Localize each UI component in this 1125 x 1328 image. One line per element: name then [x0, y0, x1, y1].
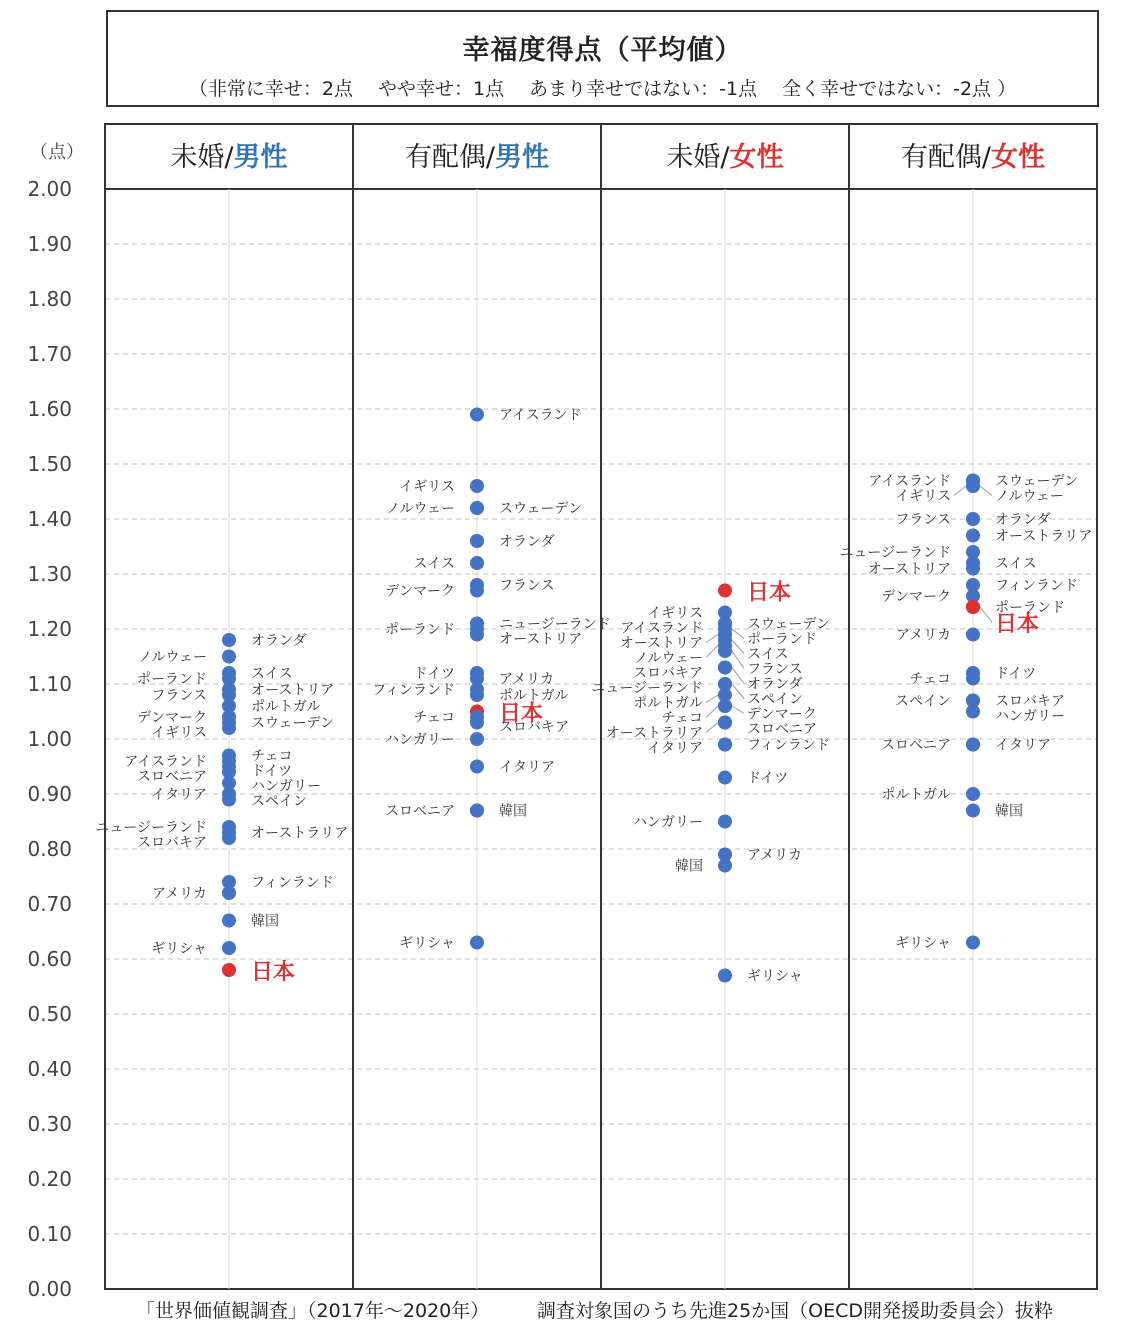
country-label: ノルウェー — [138, 649, 207, 666]
country-label: イタリア — [647, 740, 703, 757]
country-label: オランダ — [747, 676, 803, 693]
country-label: オランダ — [995, 512, 1051, 528]
data-point — [966, 787, 980, 801]
data-point — [470, 688, 484, 702]
country-label: アイスランド — [868, 473, 951, 490]
country-label: ニュージーランド — [499, 616, 611, 633]
country-label: ポルトガル — [251, 699, 321, 715]
country-label: スウェーデン — [995, 473, 1079, 490]
data-point — [470, 804, 484, 818]
data-point — [718, 661, 732, 675]
country-label: ドイツ — [995, 666, 1037, 682]
panel-header-accent: 女性 — [991, 142, 1046, 173]
data-point — [470, 732, 484, 746]
y-tick-label: 0.70 — [27, 892, 72, 916]
country-label: アイスランド — [124, 754, 207, 770]
data-point — [222, 793, 236, 807]
y-tick-label: 1.40 — [27, 507, 72, 531]
data-point — [470, 628, 484, 642]
y-tick-label: 1.70 — [27, 342, 72, 366]
country-label: スイス — [251, 666, 293, 682]
country-label: ギリシャ — [747, 968, 803, 985]
country-label: 韓国 — [675, 858, 703, 875]
country-label: イギリス — [895, 488, 951, 505]
label-leader — [706, 635, 718, 643]
y-tick-label: 1.80 — [27, 287, 72, 311]
data-point — [470, 760, 484, 774]
data-point — [222, 941, 236, 955]
country-label: ポーランド — [995, 600, 1065, 616]
country-label: スロベニア — [747, 721, 817, 738]
country-label: チェコ — [251, 748, 293, 765]
country-label: スイス — [413, 556, 455, 572]
country-label: チェコ — [909, 671, 951, 688]
country-label: オーストリア — [619, 635, 703, 652]
panel-header-prefix: 有配偶/ — [900, 142, 992, 173]
label-leader — [732, 668, 744, 684]
panel-header-prefix: 未婚/ — [170, 142, 234, 173]
chart-subtitle: （非常に幸せ：2点 やや幸せ：1点 あまり幸せではない：-1点 全く幸せではない：-2点 ） — [188, 78, 1017, 100]
y-tick-label: 0.40 — [27, 1057, 72, 1081]
highlight-label: 日本 — [251, 960, 296, 985]
label-leader — [706, 723, 718, 733]
country-label: フランス — [151, 688, 207, 704]
country-label: スロバキア — [633, 665, 703, 682]
panel-header — [170, 142, 287, 173]
country-label: ポーランド — [747, 631, 817, 648]
country-label: スロバキア — [995, 693, 1065, 710]
y-tick-label: 1.10 — [27, 672, 72, 696]
data-point — [222, 721, 236, 735]
source-note: 「世界価値観調査」（2017年～2020年） — [136, 1300, 490, 1322]
country-label: アイスランド — [499, 407, 582, 424]
country-label: ハンガリー — [633, 814, 703, 831]
label-leader — [980, 607, 992, 622]
country-label: アメリカ — [747, 847, 803, 864]
country-label: ハンガリー — [385, 732, 455, 748]
data-point — [718, 969, 732, 983]
label-leader — [706, 695, 718, 703]
data-point — [470, 584, 484, 598]
country-label: オーストラリア — [605, 725, 703, 742]
country-label: オーストラリア — [251, 825, 349, 842]
panel-header-prefix: 有配偶/ — [404, 142, 496, 173]
country-label: ハンガリー — [251, 778, 321, 795]
country-label: フィンランド — [747, 737, 830, 754]
highlight-label: 日本 — [995, 612, 1040, 637]
country-label: アメリカ — [499, 671, 555, 688]
panel-header-accent: 男性 — [233, 142, 288, 173]
country-label: フィンランド — [995, 578, 1078, 594]
country-label: スペイン — [895, 693, 951, 710]
country-label: スイス — [747, 646, 789, 663]
data-point — [966, 479, 980, 493]
highlight-label: 日本 — [499, 701, 544, 727]
country-label: ノルウェー — [634, 650, 703, 667]
country-label: 韓国 — [251, 913, 279, 930]
y-tick-label: 1.00 — [27, 727, 72, 751]
y-tick-label: 0.30 — [27, 1112, 72, 1136]
label-leader — [706, 646, 718, 658]
data-point — [470, 408, 484, 422]
country-label: ギリシャ — [151, 941, 207, 957]
country-label: ハンガリー — [995, 708, 1065, 725]
data-point — [718, 738, 732, 752]
label-leader — [732, 706, 744, 714]
panel-header — [666, 142, 783, 173]
country-label: フランス — [895, 512, 951, 528]
label-leader — [732, 651, 744, 669]
country-label: スペイン — [251, 793, 307, 810]
data-point — [470, 479, 484, 493]
country-label: ポルトガル — [633, 695, 703, 712]
country-label: 韓国 — [499, 803, 527, 820]
country-label: オーストリア — [251, 682, 335, 699]
country-label: スロバキア — [499, 719, 569, 736]
country-label: ポーランド — [137, 671, 207, 688]
data-point — [718, 699, 732, 713]
y-tick-label: 1.20 — [27, 617, 72, 641]
country-label: スロベニア — [137, 769, 207, 785]
country-label: イギリス — [399, 479, 455, 495]
country-label: ドイツ — [413, 666, 455, 682]
y-tick-label: 1.30 — [27, 562, 72, 586]
chart-title: 幸福度得点（平均値） — [462, 35, 743, 66]
country-label: イタリア — [151, 787, 207, 803]
panel-header — [405, 142, 549, 173]
data-point — [222, 633, 236, 647]
data-point — [470, 556, 484, 570]
country-label: ノルウェー — [995, 488, 1064, 505]
data-point — [966, 738, 980, 752]
data-point — [966, 512, 980, 526]
country-label: フィンランド — [251, 875, 334, 891]
country-label: オーストリア — [867, 561, 951, 578]
data-point — [222, 914, 236, 928]
country-label: ギリシャ — [895, 935, 951, 952]
country-label: デンマーク — [137, 710, 207, 726]
country-label: イギリス — [151, 725, 207, 741]
country-label: フランス — [747, 661, 803, 678]
country-label: アイスランド — [620, 620, 703, 637]
panel-header-accent: 女性 — [729, 142, 784, 173]
data-point — [222, 650, 236, 664]
y-tick-label: 0.10 — [27, 1222, 72, 1246]
country-label: ドイツ — [251, 763, 293, 780]
country-label: スウェーデン — [499, 501, 583, 517]
y-tick-label: 2.00 — [27, 177, 72, 201]
country-label: ドイツ — [747, 770, 789, 787]
country-label: オランダ — [251, 633, 307, 649]
data-point — [718, 859, 732, 873]
sample-note: 調査対象国のうち先進25か国（OECD開発援助委員会）抜粋 — [537, 1300, 1054, 1322]
country-label: イギリス — [647, 605, 703, 622]
country-label: ニュージーランド — [839, 545, 951, 561]
data-point — [966, 628, 980, 642]
country-label: イタリア — [995, 737, 1051, 754]
panel-header-accent: 男性 — [495, 142, 550, 173]
country-label: デンマーク — [385, 583, 455, 600]
country-label: デンマーク — [747, 706, 817, 723]
country-label: スロベニア — [881, 737, 951, 754]
label-leader — [706, 706, 718, 718]
country-label: 韓国 — [995, 803, 1023, 820]
data-point — [966, 672, 980, 686]
country-label: スロベニア — [385, 803, 455, 820]
country-label: ニュージーランド — [591, 680, 703, 697]
data-point — [718, 716, 732, 730]
data-point — [470, 534, 484, 548]
data-point — [470, 716, 484, 730]
y-tick-label: 1.90 — [27, 232, 72, 256]
y-tick-label: 0.00 — [27, 1277, 72, 1300]
data-point — [966, 562, 980, 576]
country-label: オランダ — [499, 534, 555, 550]
country-label: チェコ — [413, 710, 455, 726]
country-label: ギリシャ — [399, 935, 455, 952]
country-label: イタリア — [499, 759, 555, 776]
country-label: ポルトガル — [499, 688, 569, 704]
country-label: ポルトガル — [881, 787, 951, 803]
data-point — [966, 705, 980, 719]
y-tick-label: 0.60 — [27, 947, 72, 971]
data-point-highlight — [966, 600, 980, 614]
country-label: ニュージーランド — [95, 820, 207, 836]
country-label: ノルウェー — [386, 501, 455, 517]
country-label: アメリカ — [151, 886, 207, 902]
label-leader — [732, 640, 744, 654]
country-label: スウェーデン — [747, 616, 831, 633]
data-point — [718, 644, 732, 658]
y-tick-label: 0.50 — [27, 1002, 72, 1026]
label-leader — [732, 629, 744, 639]
y-tick-label: 1.50 — [27, 452, 72, 476]
panel-header-prefix: 未婚/ — [666, 142, 730, 173]
data-point — [966, 936, 980, 950]
y-tick-label: 0.90 — [27, 782, 72, 806]
data-point — [222, 886, 236, 900]
label-leader — [980, 486, 992, 496]
country-label: オーストリア — [499, 631, 583, 648]
country-label: スウェーデン — [251, 715, 335, 732]
data-point — [470, 501, 484, 515]
data-point — [966, 804, 980, 818]
y-axis-label: （点） — [30, 142, 84, 163]
data-point-highlight — [718, 584, 732, 598]
data-point — [222, 831, 236, 845]
highlight-label: 日本 — [747, 580, 792, 606]
label-leader — [954, 486, 966, 496]
country-label: デンマーク — [881, 589, 951, 605]
panel-header — [901, 142, 1045, 173]
country-label: フランス — [499, 578, 555, 594]
country-label: フィンランド — [372, 682, 455, 699]
y-tick-label: 0.20 — [27, 1167, 72, 1191]
data-point — [966, 529, 980, 543]
country-label: スペイン — [747, 691, 803, 708]
y-tick-label: 0.80 — [27, 837, 72, 861]
country-label: ポーランド — [385, 622, 455, 638]
y-tick-label: 1.60 — [27, 397, 72, 421]
label-leader — [732, 684, 744, 699]
country-label: チェコ — [661, 710, 703, 727]
data-point — [718, 815, 732, 829]
country-label: スイス — [995, 556, 1037, 572]
data-point — [470, 936, 484, 950]
country-label: スロバキア — [137, 835, 207, 851]
data-point-highlight — [222, 963, 236, 977]
country-label: アメリカ — [895, 627, 951, 644]
data-point — [718, 771, 732, 785]
country-label: オーストラリア — [995, 528, 1093, 545]
